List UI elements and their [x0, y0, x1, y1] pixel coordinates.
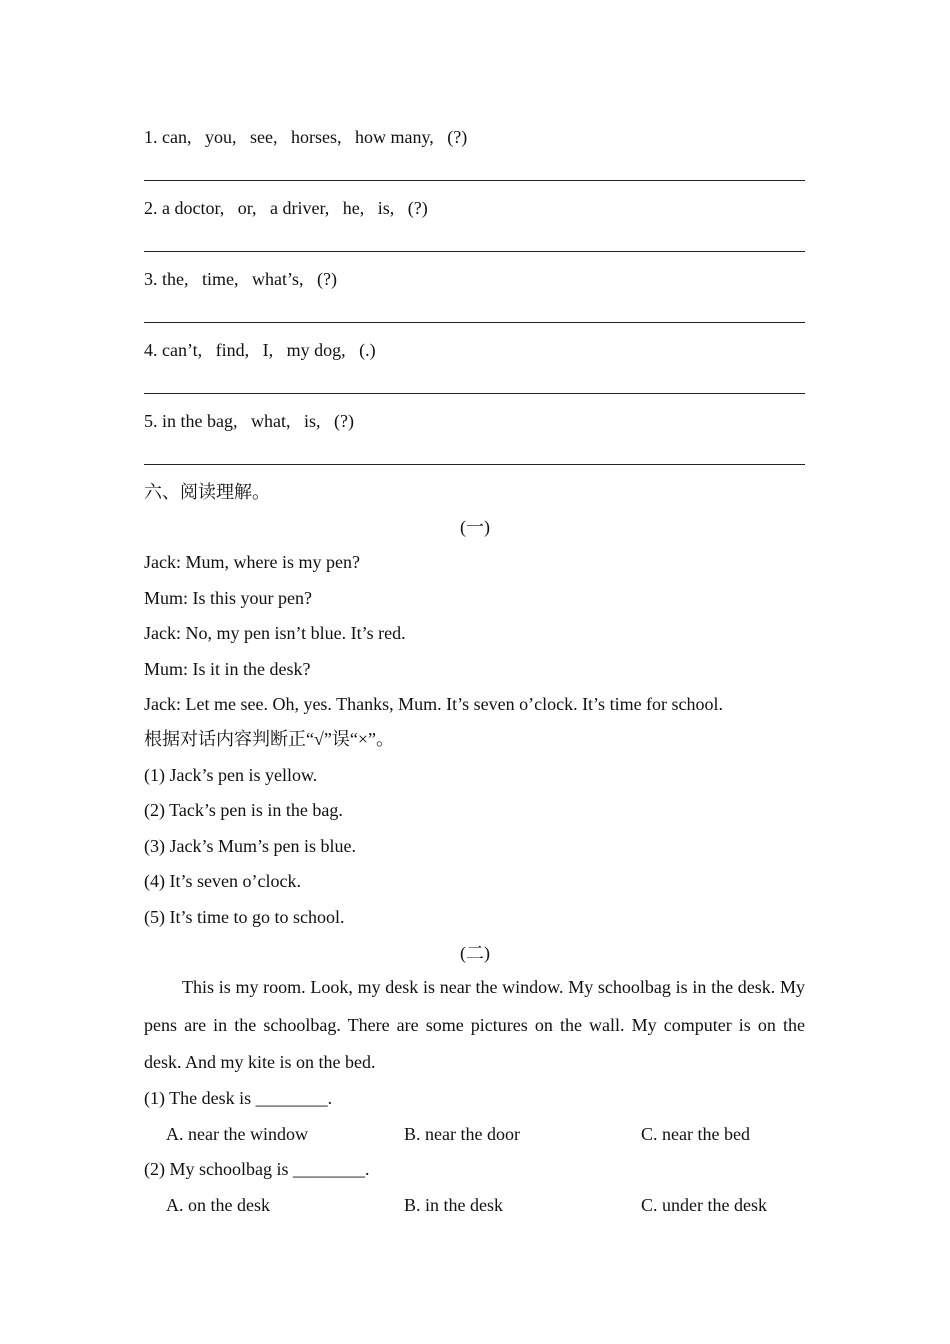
dialogue-line-3: Jack: No, my pen isn’t blue. It’s red. — [144, 623, 406, 643]
answer-line-5[interactable] — [144, 464, 805, 465]
passage2-text: This is my room. Look, my desk is near the window. My schoolbag is in the desk. My pens are in the schoolbag. There are some pictures on the wall. My computer is on the desk. And my kite is on the bed. — [144, 977, 805, 1072]
question-2-option-b[interactable]: B. in the desk — [404, 1195, 503, 1215]
dialogue-line-1: Jack: Mum, where is my pen? — [144, 552, 360, 572]
statement-4: (4) It’s seven o’clock. — [144, 871, 301, 891]
passage2-heading: (二) — [460, 943, 490, 963]
question-1-option-a[interactable]: A. near the window — [166, 1124, 308, 1144]
statement-1: (1) Jack’s pen is yellow. — [144, 765, 318, 785]
question-1-option-b[interactable]: B. near the door — [404, 1124, 520, 1144]
statement-5: (5) It’s time to go to school. — [144, 907, 345, 927]
answer-line-2[interactable] — [144, 251, 805, 252]
dialogue-line-5: Jack: Let me see. Oh, yes. Thanks, Mum. It’s seven o’clock. It’s time for school. — [144, 694, 724, 714]
statement-2: (2) Tack’s pen is in the bag. — [144, 800, 343, 820]
question-2-option-c[interactable]: C. under the desk — [641, 1195, 767, 1215]
scramble-item-4: 4. can’t, find, I, my dog, (.) — [144, 340, 376, 360]
question-1-stem: (1) The desk is ________. — [144, 1088, 333, 1108]
question-1-option-c[interactable]: C. near the bed — [641, 1124, 750, 1144]
dialogue-line-4: Mum: Is it in the desk? — [144, 659, 311, 679]
statement-3: (3) Jack’s Mum’s pen is blue. — [144, 836, 356, 856]
answer-line-4[interactable] — [144, 393, 805, 394]
scramble-item-3: 3. the, time, what’s, (?) — [144, 269, 337, 289]
passage1-heading: (一) — [460, 517, 490, 537]
judge-instruction: 根据对话内容判断正“√”误“×”。 — [144, 729, 394, 749]
question-2-option-a[interactable]: A. on the desk — [166, 1195, 270, 1215]
question-2-stem: (2) My schoolbag is ________. — [144, 1159, 370, 1179]
scramble-item-5: 5. in the bag, what, is, (?) — [144, 411, 354, 431]
answer-line-3[interactable] — [144, 322, 805, 323]
answer-line-1[interactable] — [144, 180, 805, 181]
dialogue-line-2: Mum: Is this your pen? — [144, 588, 312, 608]
scramble-item-2: 2. a doctor, or, a driver, he, is, (?) — [144, 198, 428, 218]
section-title: 六、阅读理解。 — [144, 482, 270, 502]
scramble-item-1: 1. can, you, see, horses, how many, (?) — [144, 127, 468, 147]
